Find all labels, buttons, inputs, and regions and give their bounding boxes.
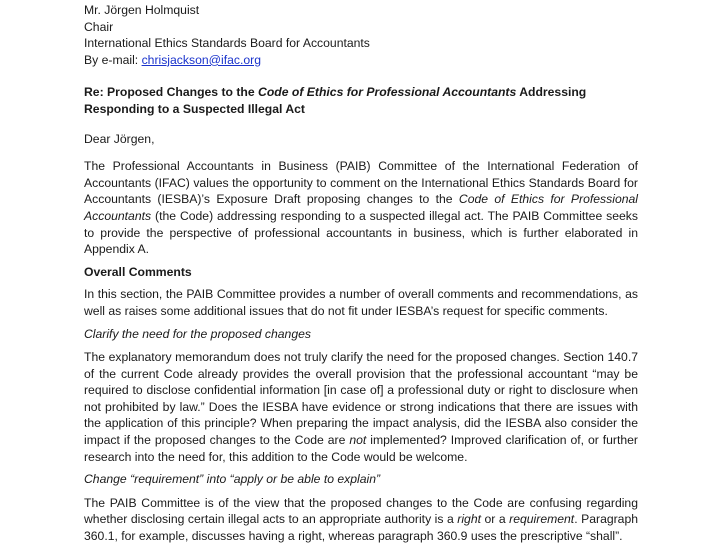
email-prefix: By e-mail: [84, 52, 142, 67]
greeting: Dear Jörgen, [84, 131, 155, 146]
change-requirement-paragraph: The PAIB Committee is of the view that the proposed changes to the Code are confusing regarding whether disclosing certain illegal acts to an appropriate authority is a right or a requirement. Paragraph 360.1, for example, discusses having a right, whereas paragraph 360.9 uses the prescriptive “shall”. [84, 495, 639, 544]
recipient-title: Chair [84, 19, 114, 34]
subject-line: Re: Proposed Changes to the Code of Ethics for Professional Accountants Addressing Responding to a Suspected Illegal Act [84, 85, 587, 116]
overall-comments-heading: Overall Comments [84, 264, 192, 279]
overall-comments-paragraph: In this section, the PAIB Committee provides a number of overall comments and recommendations, as well as raises some additional issues that do not fit under IESBA’s request for specific comments. [84, 287, 638, 318]
subject-code-title: Code of Ethics for Professional Accountants [258, 85, 517, 100]
email-line [84, 52, 638, 69]
recipient-organization: International Ethics Standards Board for Accountants [84, 36, 370, 51]
clarify-need-heading: Clarify the need for the proposed changes [84, 326, 311, 341]
intro-paragraph: The Professional Accountants in Business (PAIB) Committee of the International Federation of Accountants (IFAC) values the opportunity to comment on the International Ethics Standards Board for Accountants (IESBA)’s Exposure Draft proposing changes to the Code of Ethics for Professional Accountants (the Code) addressing responding to a suspected illegal act. The PAIB Committee seeks to provide the perspective of professional accountants in business, which is further elaborated in Appendix A. [84, 159, 638, 257]
letter-page [84, 2, 638, 545]
recipient-name: Mr. Jörgen Holmquist [84, 3, 200, 17]
email-link[interactable]: chrisjackson@ifac.org [141, 52, 261, 67]
change-requirement-heading: Change “requirement” into “apply or be able to explain” [84, 472, 381, 487]
clarify-need-paragraph: The explanatory memorandum does not truly clarify the need for the proposed changes. Section 140.7 of the current Code already provides the overall provision that the professional accountant “may be required to disclose confidential information [in case of] a professional duty or right to disclosure when not prohibited by law.” Does the IESBA have evidence or strong indications that there are issues with the application of this principle? When preparing the impact analysis, did the IESBA also consider the impact if the proposed changes to the Code are not implemented? Improved clarification of, or further research into the need for, this addition to the Code would be welcome. [84, 350, 638, 464]
